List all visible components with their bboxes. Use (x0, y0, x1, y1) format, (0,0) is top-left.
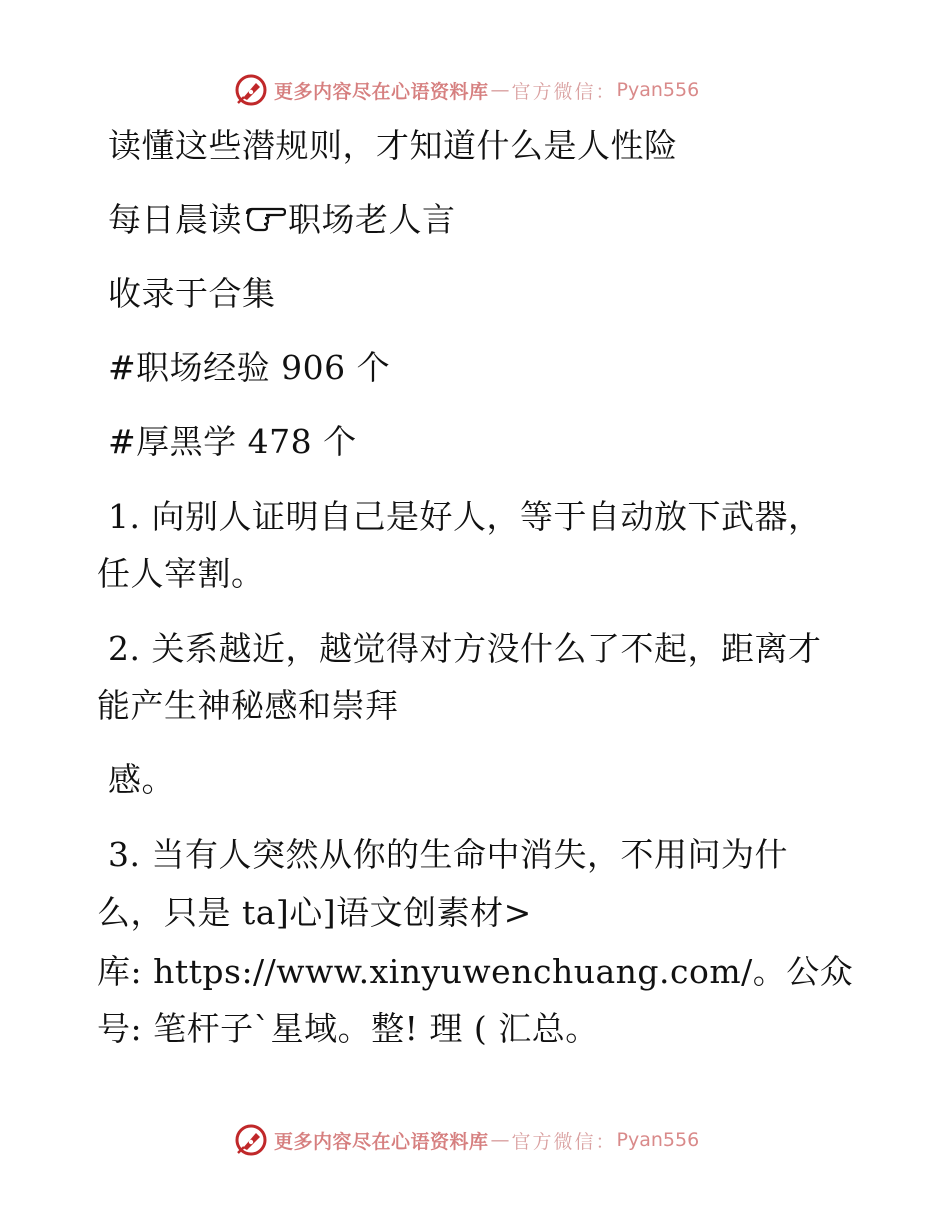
footer-banner (234, 1122, 699, 1158)
item-1-line-1: 1. 向别人证明自己是好人，等于自动放下武器， (108, 497, 822, 536)
banner-wechat-id: Pyan556 (616, 79, 700, 101)
pen-nib-logo-icon (234, 1123, 268, 1157)
item-3-line-4: 号: 笔杆子`星域。整! 理 ( 汇总。 (97, 1009, 599, 1048)
pointing-hand-icon (244, 204, 286, 234)
item-3-line-2: 么，只是 ta]心]语文创素材> (97, 893, 532, 932)
banner-wechat-label: 官方微信： (511, 1130, 617, 1153)
banner-dash: — (490, 1129, 510, 1151)
tag-workplace: #职场经验 906 个 (108, 348, 391, 387)
banner-dash: — (490, 79, 510, 101)
banner-brand: 更多内容尽在心语资料库 (274, 80, 489, 103)
item-1-line-2: 任人宰割。 (97, 554, 265, 593)
item-2-line-3: 感。 (108, 760, 175, 799)
item-3-line-3: 库: https://www.xinyuwenchuang.com/。公众 (97, 952, 854, 991)
banner-wechat-label: 官方微信： (511, 80, 617, 103)
pen-nib-logo-icon (234, 73, 268, 107)
column-name: 职场老人言 (288, 200, 456, 239)
banner-brand: 更多内容尽在心语资料库 (274, 1130, 489, 1153)
item-2-line-1: 2. 关系越近，越觉得对方没什么了不起，距离才 (108, 629, 822, 668)
banner-wechat-id: Pyan556 (616, 1129, 700, 1151)
column-line (108, 200, 456, 239)
item-2-line-2: 能产生神秘感和崇拜 (97, 686, 399, 725)
header-banner (234, 72, 699, 108)
article-title: 读懂这些潜规则，才知道什么是人性险 (108, 126, 678, 165)
tag-thick-black: #厚黑学 478 个 (108, 422, 357, 461)
column-prefix: 每日晨读 (108, 200, 242, 239)
collection-label: 收录于合集 (108, 274, 276, 313)
item-3-line-1: 3. 当有人突然从你的生命中消失，不用问为什 (108, 835, 788, 874)
